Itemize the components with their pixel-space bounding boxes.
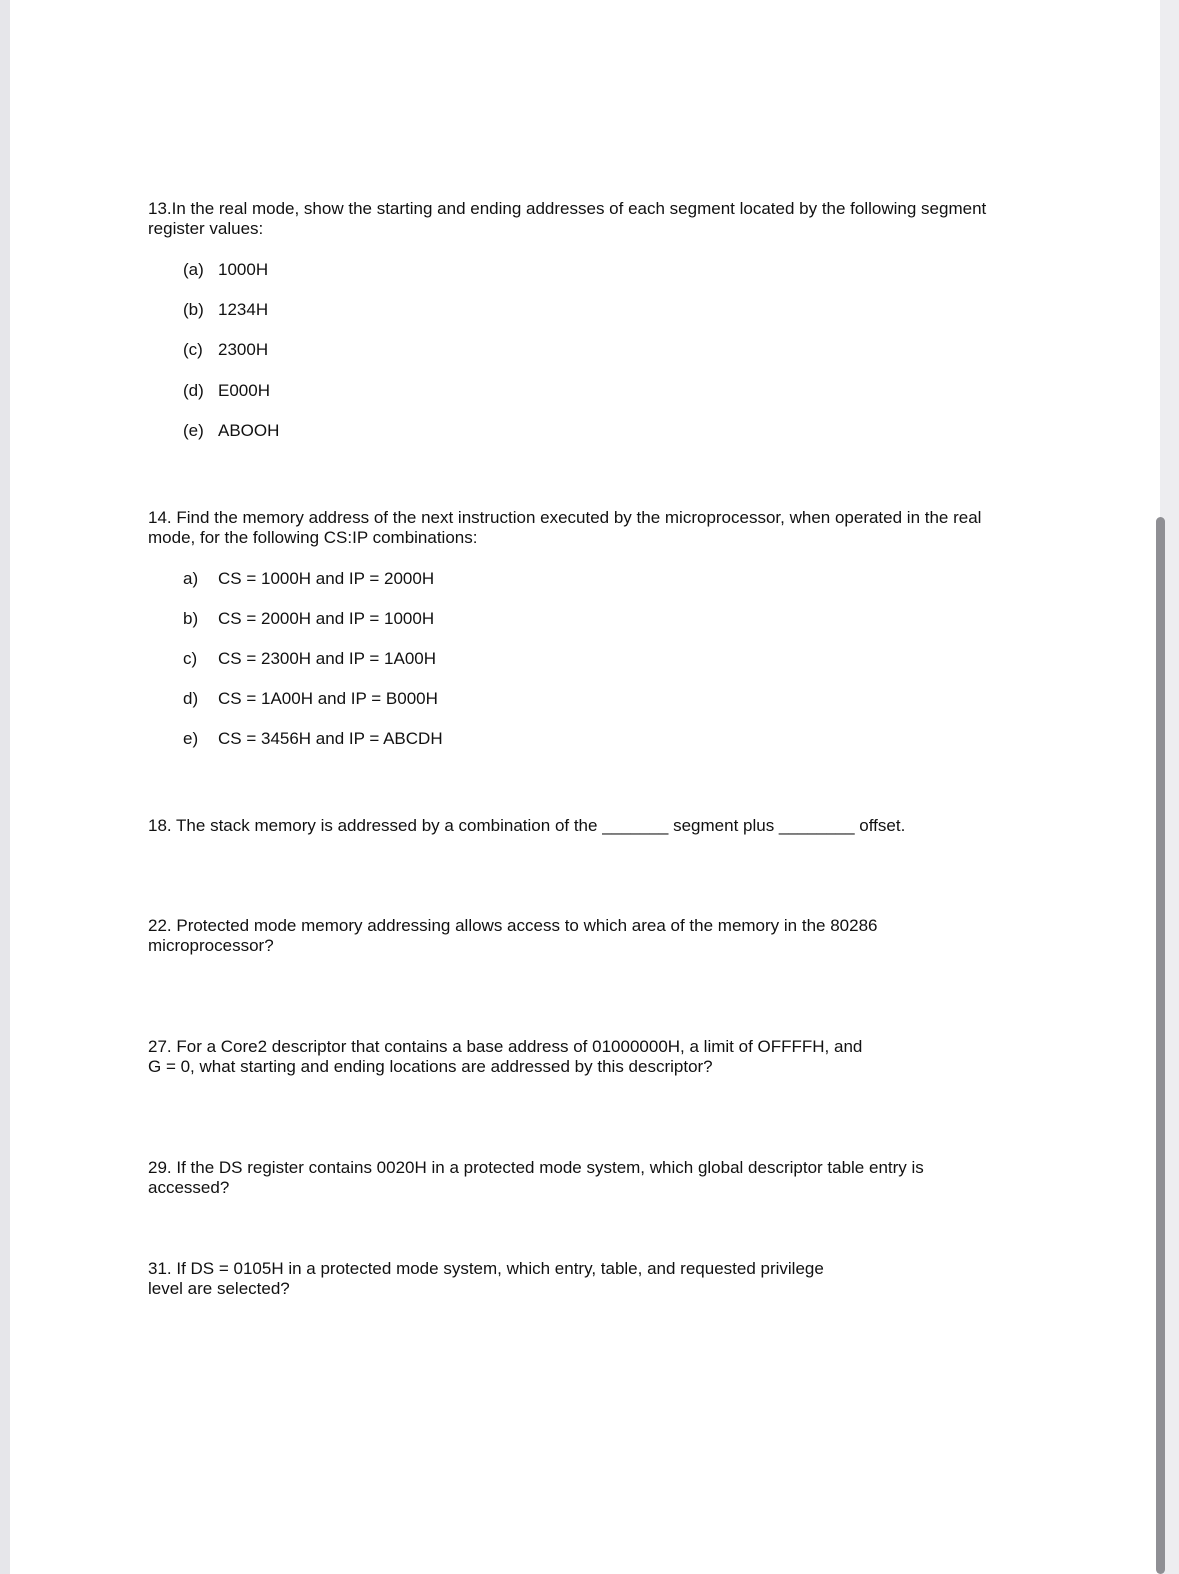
option-label: (a) — [183, 260, 204, 279]
question-22-line-1: 22. Protected mode memory addressing allows access to which area of the memory in the 80286 — [148, 916, 878, 935]
option-text: E000H — [218, 381, 270, 400]
question-18 — [148, 816, 1028, 836]
option-text: ABOOH — [218, 421, 280, 440]
option-text: 1234H — [218, 300, 269, 319]
question-27-line-1: 27. For a Core2 descriptor that contains a base address of 01000000H, a limit of OFFFFH, and — [148, 1037, 863, 1056]
option-label: b) — [183, 609, 199, 628]
option-label: d) — [183, 689, 199, 708]
question-13-line-1: 13.In the real mode, show the starting and ending addresses of each segment located by the following segment — [148, 199, 987, 218]
question-31-line-1: 31. If DS = 0105H in a protected mode system, which entry, table, and requested privilege — [148, 1259, 824, 1278]
question-29 — [148, 1158, 1028, 1198]
option-text: CS = 2300H and IP = 1A00H — [218, 649, 437, 668]
option-text: 2300H — [218, 340, 269, 359]
option-text: CS = 2000H and IP = 1000H — [218, 609, 435, 628]
question-31 — [148, 1259, 1028, 1299]
question-27 — [148, 1037, 1028, 1077]
option-label: c) — [183, 649, 198, 668]
option-text: CS = 1000H and IP = 2000H — [218, 569, 435, 588]
question-29-line-1: 29. If the DS register contains 0020H in a protected mode system, which global descriptor table entry is — [148, 1158, 924, 1177]
question-22-line-2: microprocessor? — [148, 936, 274, 955]
question-29-line-2: accessed? — [148, 1178, 230, 1197]
question-13 — [148, 199, 1028, 239]
question-31-line-2: level are selected? — [148, 1279, 290, 1298]
option-text: CS = 1A00H and IP = B000H — [218, 689, 438, 708]
option-text: CS = 3456H and IP = ABCDH — [218, 729, 443, 748]
question-18-line-1: 18. The stack memory is addressed by a combination of the _______ segment plus ________ offset. — [148, 816, 906, 835]
question-13-line-2: register values: — [148, 219, 264, 238]
option-label: (e) — [183, 421, 204, 440]
option-label: a) — [183, 569, 199, 588]
question-14-line-1: 14. Find the memory address of the next instruction executed by the microprocessor, when operated in the real — [148, 508, 982, 527]
option-label: (d) — [183, 381, 204, 400]
option-text: 1000H — [218, 260, 269, 279]
option-label: (b) — [183, 300, 204, 319]
document-page — [10, 0, 1160, 1574]
question-14-line-2: mode, for the following CS:IP combinations: — [148, 528, 478, 547]
option-label: (c) — [183, 340, 203, 359]
option-label: e) — [183, 729, 199, 748]
question-27-line-2: G = 0, what starting and ending locations are addressed by this descriptor? — [148, 1057, 713, 1076]
question-22 — [148, 916, 1028, 956]
scrollbar-thumb[interactable] — [1156, 517, 1165, 1574]
question-14 — [148, 508, 1028, 548]
